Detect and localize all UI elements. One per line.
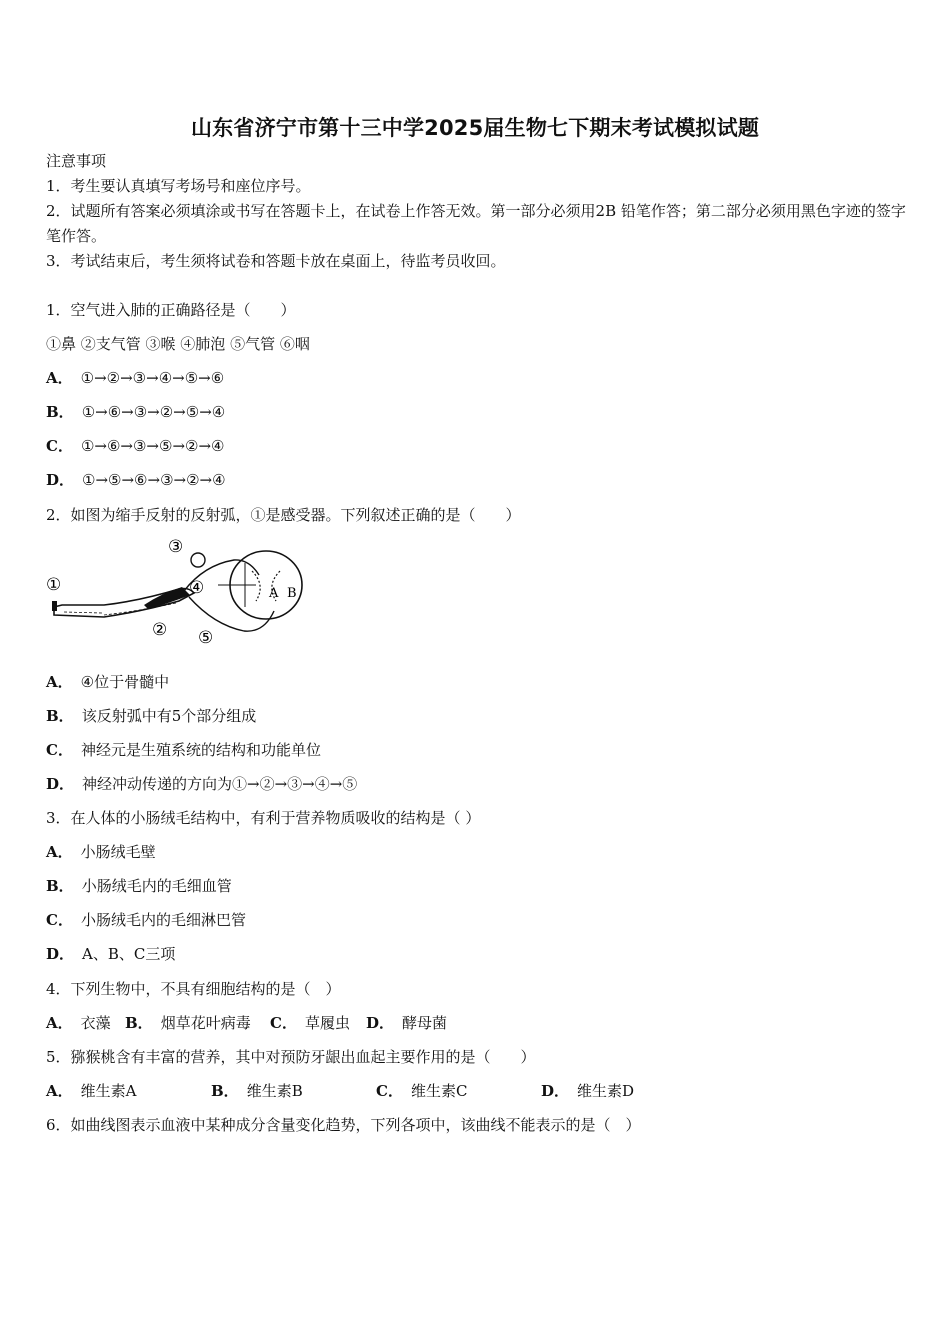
option-text: 神经冲动传递的方向为①→②→③→④→⑤ [82,775,358,793]
question-1-option-a[interactable] [46,368,224,388]
question-2-option-d[interactable] [46,774,357,794]
question-3-option-d[interactable] [46,944,175,964]
option-text: 维生素C [410,1082,468,1100]
option-label: C． [270,1014,297,1032]
option-label: B． [211,1082,239,1100]
question-5-options [46,1081,634,1101]
page-title: 山东省济宁市第十三中学2025届生物七下期末考试模拟试题 [190,116,760,140]
option-label: D． [366,1014,395,1032]
option-text: 该反射弧中有5个部分组成 [81,707,257,725]
option-label: B． [46,877,74,895]
question-4-option-c[interactable] [270,1013,366,1033]
option-label: A． [46,673,73,691]
option-text: A、B、C三项 [82,945,176,963]
question-5-option-d[interactable] [541,1081,634,1101]
option-label: D． [46,471,75,489]
option-text: 酵母菌 [402,1014,448,1032]
question-4-stem: 4．下列生物中，不具有细胞结构的是（ ） [46,980,341,998]
question-4-options [46,1013,447,1033]
option-text: ④位于骨髓中 [80,673,170,691]
option-label: B． [46,403,74,421]
question-1-option-d[interactable] [46,470,226,490]
question-6-stem: 6．如曲线图表示血液中某种成分含量变化趋势，下列各项中，该曲线不能表示的是（ ） [46,1116,641,1134]
question-3-option-b[interactable] [46,876,232,896]
option-label: D． [46,945,75,963]
option-text: 衣藻 [80,1014,111,1032]
question-5-stem: 5．猕猴桃含有丰富的营养，其中对预防牙龈出血起主要作用的是（ ） [46,1048,536,1066]
fingertip-shape [52,601,57,611]
option-label: D． [46,775,75,793]
option-text: ①→②→③→④→⑤→⑥ [80,369,225,387]
label-3: ③ [168,537,184,557]
notice-item-1: 1．考生要认真填写考场号和座位序号。 [46,177,311,195]
label-1: ① [46,575,62,595]
question-2-option-b[interactable] [46,706,256,726]
label-5: ⑤ [198,628,214,647]
label-a: A [269,586,279,601]
label-b: B [287,586,297,601]
question-2-option-a[interactable] [46,672,169,692]
option-text: 草履虫 [304,1014,350,1032]
question-5-option-a[interactable] [46,1081,211,1101]
option-text: 烟草花叶病毒 [160,1014,251,1032]
notice-heading: 注意事项 [46,152,107,170]
ganglion-circle [191,553,205,567]
option-text: 小肠绒毛壁 [80,843,156,861]
option-text: 维生素A [80,1082,137,1100]
question-4-option-b[interactable] [125,1013,270,1033]
question-4-option-a[interactable] [46,1013,125,1033]
question-4-option-d[interactable] [366,1013,447,1033]
option-label: D． [541,1082,570,1100]
question-1-option-b[interactable] [46,402,225,422]
option-label: A． [46,1082,73,1100]
option-label: C． [46,911,73,929]
option-label: A． [46,1014,73,1032]
question-3-stem: 3．在人体的小肠绒毛结构中，有利于营养物质吸收的结构是（ ） [46,809,481,827]
option-text: ①→⑥→③→⑤→②→④ [80,437,225,455]
label-4: ④ [189,578,205,598]
option-label: C． [46,437,73,455]
option-text: ①→⑥→③→②→⑤→④ [81,403,226,421]
option-text: 维生素D [577,1082,635,1100]
option-label: C． [46,741,73,759]
label-2: ② [152,620,168,640]
option-text: 小肠绒毛内的毛细淋巴管 [80,911,246,929]
question-1-note: ①鼻 ②支气管 ③喉 ④肺泡 ⑤气管 ⑥咽 [46,335,310,353]
question-5-option-b[interactable] [211,1081,376,1101]
question-2-stem: 2．如图为缩手反射的反射弧，①是感受器。下列叙述正确的是（ ） [46,506,521,524]
question-5-option-c[interactable] [376,1081,541,1101]
question-3-option-c[interactable] [46,910,246,930]
reflex-arc-figure [44,535,310,647]
efferent-nerve [189,597,274,631]
option-text: 维生素B [246,1082,303,1100]
question-3-option-a[interactable] [46,842,156,862]
option-label: B． [46,707,74,725]
question-1-stem: 1．空气进入肺的正确路径是（ ） [46,301,296,319]
option-label: B． [125,1014,153,1032]
option-text: 神经元是生殖系统的结构和功能单位 [80,741,321,759]
option-text: ①→⑤→⑥→③→②→④ [82,471,226,489]
option-label: A． [46,369,73,387]
option-label: C． [376,1082,403,1100]
notice-item-3: 3．考试结束后，考生须将试卷和答题卡放在桌面上，待监考员收回。 [46,252,506,270]
question-2-option-c[interactable] [46,740,321,760]
question-1-option-c[interactable] [46,436,224,456]
option-label: A． [46,843,73,861]
option-text: 小肠绒毛内的毛细血管 [81,877,232,895]
notice-item-2: 2．试题所有答案必须填涂或书写在答题卡上，在试卷上作答无效。第一部分必须用2B 铅笔作答；第二部分必须用黑色字迹的签字笔作答。 [46,202,906,245]
